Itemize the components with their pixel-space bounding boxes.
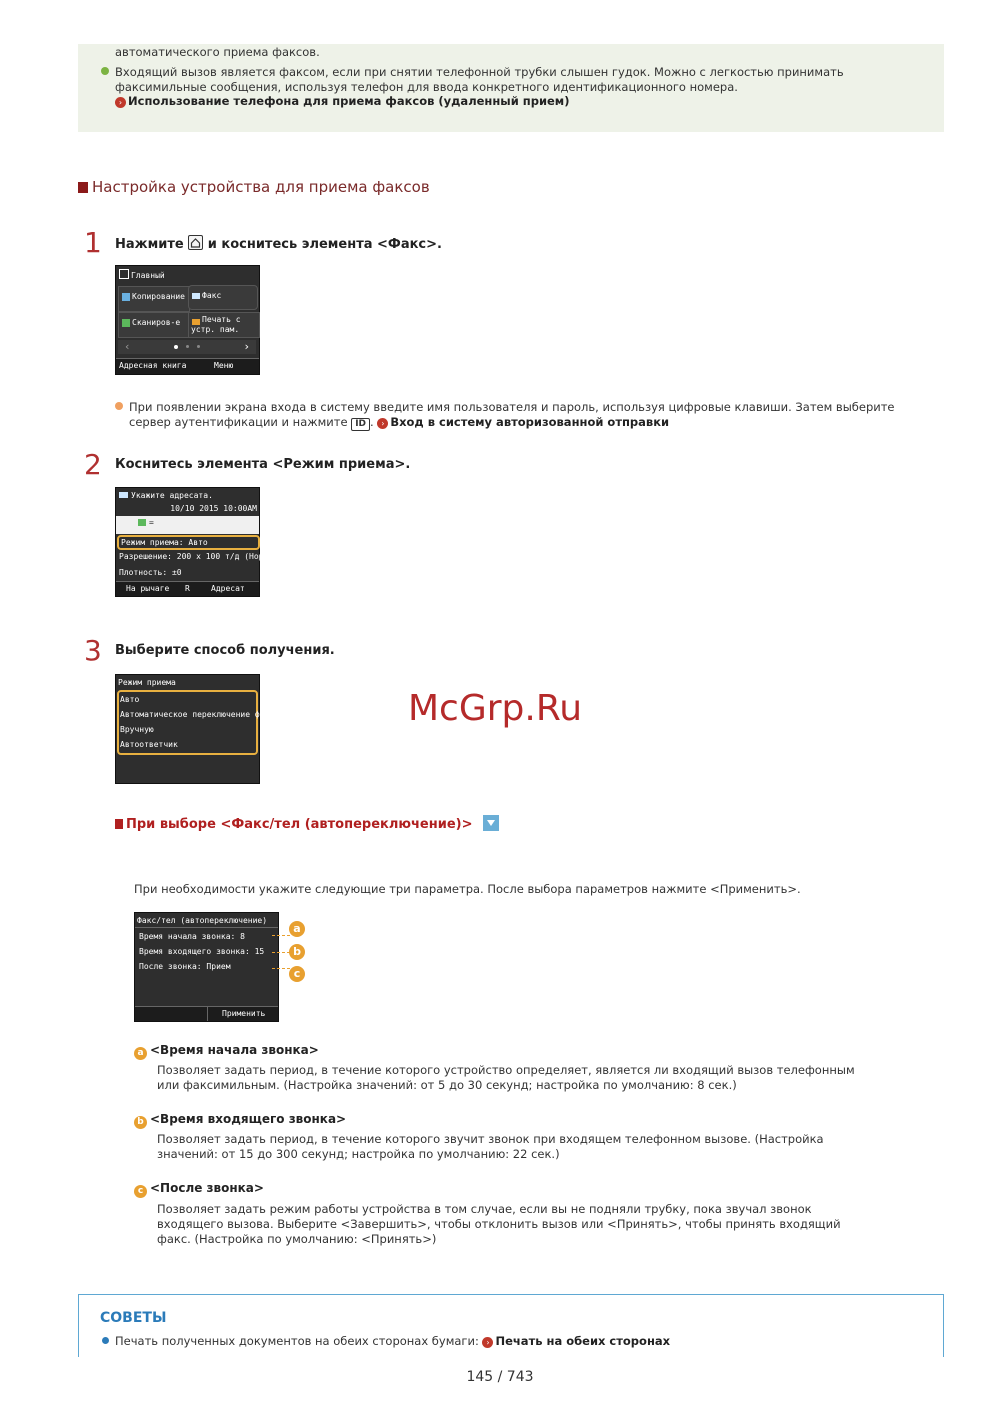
receive-mode-title: Режим приема bbox=[118, 678, 176, 687]
callout-line bbox=[272, 968, 290, 969]
section-title bbox=[78, 178, 430, 196]
callout-a-icon: a bbox=[289, 921, 305, 937]
param-b-desc2: значений: от 15 до 300 секунд; настройка по умолчанию: 22 сек.) bbox=[157, 1147, 560, 1161]
option-auto[interactable]: Авто bbox=[120, 695, 140, 704]
subsection-title-text: При выборе <Факс/тел (автопереключение)> bbox=[126, 817, 473, 832]
subsection-marker-icon bbox=[115, 819, 123, 829]
page-number: 145 / 743 bbox=[466, 1369, 534, 1385]
tile-scan[interactable] bbox=[118, 312, 190, 338]
callout-b-icon: b bbox=[289, 944, 305, 960]
on-hook-button[interactable]: На рычаге bbox=[126, 584, 170, 593]
home-icon bbox=[119, 269, 129, 279]
tile-fax-label: Факс bbox=[202, 291, 222, 300]
step-3-number: 3 bbox=[84, 634, 102, 667]
watermark: McGrp.Ru bbox=[408, 688, 583, 729]
section-title-text: Настройка устройства для приема факсов bbox=[92, 178, 430, 196]
expand-icon[interactable] bbox=[483, 815, 499, 831]
param-c-desc1: Позволяет задать режим работы устройства в том случае, если вы не подняли трубку, пока звучал звонок bbox=[157, 1202, 812, 1216]
param-a-icon: a bbox=[134, 1047, 147, 1060]
receive-mode-screen bbox=[115, 674, 265, 784]
fax-screen-title: Укажите адресата. bbox=[131, 491, 213, 500]
step-1-text-b: и коснитесь элемента <Факс>. bbox=[207, 237, 442, 252]
callout-line bbox=[272, 935, 290, 936]
receive-mode-row[interactable]: Режим приема: Авто bbox=[117, 535, 260, 550]
resolution-row[interactable]: Разрешение: 200 x 100 т/д (Нор bbox=[119, 552, 264, 561]
tips-text: Печать полученных документов на обеих сторонах бумаги: bbox=[115, 1334, 479, 1348]
tile-copy[interactable] bbox=[118, 286, 190, 312]
after-ring-row[interactable]: После звонка: Прием bbox=[139, 962, 231, 971]
fax-tel-screen bbox=[134, 912, 279, 1022]
ring-start-row[interactable]: Время начала звонка: 8 bbox=[139, 932, 245, 941]
bullet-icon bbox=[101, 67, 109, 75]
step-1-text-a: Нажмите bbox=[115, 237, 184, 252]
step-1-hint bbox=[115, 400, 895, 415]
bullet-icon bbox=[115, 402, 123, 410]
option-answering[interactable]: Автоответчик bbox=[120, 740, 178, 749]
fax-tel-title: Факс/тел (автопереключение) bbox=[137, 916, 268, 925]
callout-c-icon: c bbox=[289, 966, 305, 982]
login-link[interactable]: Вход в систему авторизованной отправки bbox=[390, 415, 670, 429]
fax-icon bbox=[119, 492, 128, 498]
step-1-number: 1 bbox=[84, 226, 102, 259]
callout-line bbox=[272, 952, 290, 953]
param-b-desc1: Позволяет задать период, в течение которого звучит звонок при входящем телефонном вызове. (Настройка bbox=[157, 1132, 824, 1146]
link-arrow-icon: › bbox=[377, 418, 388, 429]
tile-print-memory[interactable] bbox=[188, 312, 260, 338]
home-footer bbox=[116, 358, 259, 374]
tile-print-label-2: устр. пам. bbox=[191, 325, 240, 334]
home-screen bbox=[115, 265, 260, 375]
param-b-title bbox=[134, 1112, 346, 1129]
destination-button[interactable]: Адресат bbox=[211, 584, 245, 593]
fax-icon bbox=[192, 293, 200, 299]
tips-link[interactable]: Печать на обеих сторонах bbox=[495, 1334, 671, 1348]
step-1-hint-line2: сервер аутентификации и нажмите ID . › Вход в систему авторизованной отправки bbox=[129, 415, 670, 429]
tile-copy-label: Копирование bbox=[132, 292, 185, 301]
nav-right-arrow[interactable]: › bbox=[243, 340, 250, 353]
section-marker-icon bbox=[78, 182, 88, 193]
param-c-desc2: входящего вызова. Выберите <Завершить>, чтобы отклонить вызов или <Принять>, чтобы принять входящий bbox=[157, 1217, 841, 1231]
param-b-title-text: <Время входящего звонка> bbox=[150, 1112, 347, 1126]
apply-button[interactable]: Применить bbox=[222, 1009, 266, 1018]
tips-item bbox=[102, 1334, 670, 1349]
link-arrow-icon: › bbox=[482, 1337, 493, 1348]
tile-scan-label: Сканиров-е bbox=[132, 318, 181, 327]
tile-fax[interactable] bbox=[188, 285, 258, 310]
bullet-icon bbox=[102, 1337, 109, 1344]
footer-divider bbox=[207, 1007, 208, 1021]
id-key-icon: ID bbox=[351, 418, 370, 431]
date-time: 10/10 2015 10:00AM bbox=[170, 504, 257, 513]
param-c-title bbox=[134, 1181, 264, 1198]
fax-screen bbox=[115, 487, 264, 597]
page-dot-active bbox=[174, 345, 178, 349]
destination-value: = bbox=[149, 518, 154, 527]
hint-text: сервер аутентификации и нажмите bbox=[129, 415, 348, 429]
note-line: автоматического приема факсов. bbox=[115, 45, 320, 59]
param-a-title-text: <Время начала звонка> bbox=[150, 1043, 319, 1057]
param-a-title bbox=[134, 1043, 319, 1060]
fax-screen-header bbox=[119, 491, 213, 500]
page-dot bbox=[197, 345, 200, 348]
tips-title: СОВЕТЫ bbox=[100, 1310, 167, 1326]
home-screen-header bbox=[119, 269, 165, 280]
param-b-icon: b bbox=[134, 1116, 147, 1129]
param-c-desc3: факс. (Настройка по умолчанию: <Принять>) bbox=[157, 1232, 437, 1246]
address-book-button[interactable]: Адресная книга bbox=[119, 361, 187, 370]
note-bullet bbox=[101, 65, 844, 80]
subsection-title[interactable] bbox=[115, 815, 499, 832]
link-arrow-icon: › bbox=[115, 97, 126, 108]
step-2-number: 2 bbox=[84, 448, 102, 481]
nav-left-arrow[interactable]: ‹ bbox=[124, 340, 131, 353]
density-row[interactable]: Плотность: ±0 bbox=[119, 568, 182, 577]
incoming-ring-row[interactable]: Время входящего звонка: 15 bbox=[139, 947, 265, 956]
note-link[interactable] bbox=[115, 94, 569, 109]
step-3-text: Выберите способ получения. bbox=[115, 643, 335, 658]
note-bullet-line1: Входящий вызов является факсом, если при снятии телефонной трубки слышен гудок. Можно с легкостью принимать bbox=[115, 65, 844, 79]
note-link-text[interactable]: Использование телефона для приема факсов (удаленный прием) bbox=[128, 94, 570, 108]
option-fax-tel[interactable]: Автоматическое переключение фа bbox=[120, 710, 265, 719]
param-c-title-text: <После звонка> bbox=[150, 1181, 264, 1195]
fax-tel-footer bbox=[135, 1006, 278, 1021]
subsection-intro: При необходимости укажите следующие три параметра. После выбора параметров нажмите <Применить>. bbox=[134, 882, 801, 896]
step-1-hint-line1: При появлении экрана входа в систему введите имя пользователя и пароль, используя цифровые клавиши. Затем выберите bbox=[129, 400, 895, 414]
home-key-icon bbox=[188, 235, 203, 250]
param-c-icon: c bbox=[134, 1185, 147, 1198]
destination-icon bbox=[138, 519, 146, 526]
param-a-desc2: или факсимильным. (Настройка значений: от 5 до 30 секунд; настройка по умолчанию: 8 сек.) bbox=[157, 1078, 737, 1092]
option-manual[interactable]: Вручную bbox=[120, 725, 154, 734]
copy-icon bbox=[122, 293, 130, 301]
note-bullet-line2: факсимильные сообщения, используя телефон для ввода конкретного идентификационного номера. bbox=[115, 80, 738, 94]
step-2-text: Коснитесь элемента <Режим приема>. bbox=[115, 457, 411, 472]
tile-print-label-1: Печать с bbox=[202, 315, 241, 324]
param-a-desc1: Позволяет задать период, в течение которого устройство определяет, является ли входящий вызов телефонным bbox=[157, 1063, 855, 1077]
divider bbox=[135, 927, 278, 928]
page-nav bbox=[118, 340, 256, 354]
destination-field[interactable] bbox=[116, 516, 259, 534]
menu-button[interactable]: Меню bbox=[214, 361, 234, 370]
scan-icon bbox=[122, 319, 130, 327]
fax-footer bbox=[116, 581, 259, 596]
r-button[interactable]: R bbox=[185, 584, 190, 593]
page-dot bbox=[186, 345, 189, 348]
step-1-text bbox=[115, 235, 442, 252]
home-screen-title: Главный bbox=[131, 271, 165, 280]
